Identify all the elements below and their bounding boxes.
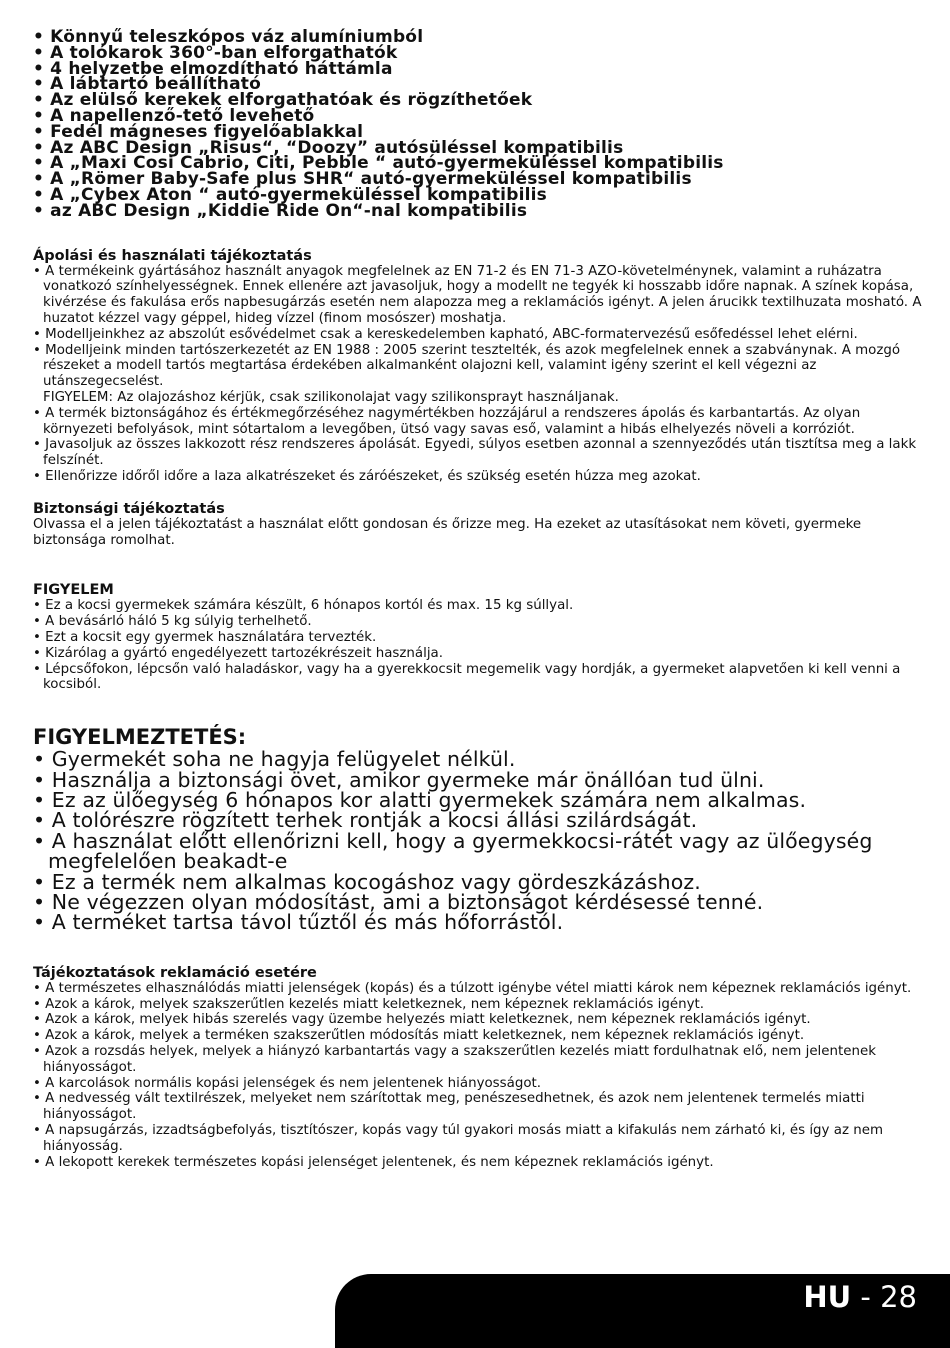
care-item: • Javasoljuk az összes lakkozott rész rendszeres ápolását. Egyedi, súlyos esetben azonnal a szennyeződés után tisztítsa meg a lakk felszínét. (33, 437, 917, 469)
care-item: • A termék biztonságához és értékmegőrzéséhez nagymértékben hozzájárul a rendszeres ápolás és karbantartás. Az olyan környezeti befolyások, mint sótartalom a levegőben, ütsó vagy savas eső, valamint a hibás elhelyezés növeli a korróziót. (33, 405, 861, 437)
claims-item: • A lekopott kerekek természetes kopási jelenséget jelentenek, és nem képeznek reklamációs igényt. (33, 1154, 714, 1170)
care-item-text: • Modelljeink minden tartószerkezetét az EN 1988 : 2005 szerint tesztelték, és azok megfelelnek ennek a szabványnak. A mozgó részeket a modell tartós megtartása érdekében alkalmanként olajozni kell, valamint igény szerint el kell végezni az utánszegecselést. (33, 342, 901, 390)
attention-item: • Ezt a kocsit egy gyermek használatára tervezték. (33, 629, 377, 645)
care-item: • Modelljeinkhez az abszolút esővédelmet csak a kereskedelemben kapható, ABC-formatervezésű esőfedéssel lehet elérni. (33, 326, 858, 342)
warning-item: • A használat előtt ellenőrizni kell, hogy a gyermekkocsi-rátét vagy az ülőegység megfelelően beakadt-e (33, 828, 873, 874)
attention-item: • Ez a kocsi gyermekek számára készült, 6 hónapos kortól és max. 15 kg súllyal. (33, 598, 574, 614)
claims-item: • A karcolások normális kopási jelenségek és nem jelentenek hiányosságot. (33, 1075, 542, 1091)
claims-item: • A nedvesség vált textilrészek, melyeket nem szárítottak meg, penészesedhetnek, és azok nem jelentenek termelés miatti hiányosságot. (33, 1091, 865, 1123)
feature-item: • Fedél mágneses figyelőablakkal (33, 121, 364, 142)
attention-item: • Kizárólag a gyártó engedélyezett tartozékrészeit használja. (33, 645, 444, 661)
claims-item: • Azok a károk, melyek hibás szerelés vagy üzembe helyezés miatt keletkeznek, nem képeznek reklamációs igényt. (33, 1012, 811, 1028)
warning-item: • Használja a biztonsági övet, amikor gyermeke már önállóan tud ülni. (33, 767, 765, 792)
claims-item: • A napsugárzás, izzadtságbefolyás, tisztítószer, kopás vagy túl gyakori mosás miatt a kifakulás nem zárható ki, és így az nem hiányosság. (33, 1122, 883, 1154)
claims-list (33, 981, 923, 1171)
page-number (803, 1280, 917, 1314)
feature-item: • A „Maxi Cosi Cabrio, Citi, Pebble “ autó-gyermeküléssel kompatibilis (33, 153, 724, 174)
warning-list (33, 749, 923, 933)
manual-page (33, 27, 923, 1170)
feature-item: • Könnyű teleszkópos váz alumíniumból (33, 27, 424, 47)
attention-section (33, 582, 923, 693)
warning-item: • A tolórészre rögzített terhek rontják a kocsi állási szilárdságát. (33, 808, 698, 833)
attention-item: • A bevásárló háló 5 kg súlyig terhelhető. (33, 614, 312, 630)
warning-item: • Ez a termék nem alkalmas kocogáshoz vagy gördeszkázáshoz. (33, 869, 701, 894)
safety-title: Biztonsági tájékoztatás (33, 500, 225, 517)
page-separator: - (851, 1280, 881, 1314)
feature-item: • A tolókarok 360°-ban elforgathatók (33, 42, 398, 63)
claims-title: Tájékoztatások reklamáció esetére (33, 964, 317, 981)
care-note: FIGYELEM: Az olajozáshoz kérjük, csak szilikonolajat vagy szilikonsprayt használjanak. (43, 389, 619, 405)
warning-item: • Gyermekét soha ne hagyja felügyelet nélkül. (33, 747, 516, 772)
warning-title: FIGYELMEZTETÉS: (33, 725, 247, 750)
feature-item: • Az elülső kerekek elforgathatóak és rögzíthetőek (33, 90, 533, 111)
care-title: Ápolási és használati tájékoztatás (33, 247, 312, 264)
page-number-value: 28 (880, 1280, 917, 1314)
safety-text: Olvassa el a jelen tájékoztatást a használat előtt gondosan és őrizze meg. Ha ezeket az utasításokat nem követi, gyermeke biztonsága romolhat. (33, 516, 862, 548)
safety-section (33, 501, 923, 549)
language-code: HU (803, 1280, 852, 1314)
claims-item: • A természetes elhasználódás miatti jelenségek (kopás) és a túlzott igénybe vétel miatti károk nem képeznek reklamációs igényt. (33, 980, 912, 996)
warning-item: • A terméket tartsa távol tűztől és más hőforrástól. (33, 910, 564, 935)
feature-item: • A napellenző-tető levehető (33, 105, 315, 126)
feature-item: • 4 helyzetbe elmozdítható háttámla (33, 58, 393, 79)
care-section (33, 248, 923, 485)
warning-section (33, 725, 923, 933)
attention-title: FIGYELEM (33, 582, 114, 599)
feature-item: • A „Römer Baby-Safe plus SHR“ autó-gyermeküléssel kompatibilis (33, 169, 692, 190)
care-item (33, 343, 923, 406)
warning-item: • Ez az ülőegység 6 hónapos kor alatti gyermekek számára nem alkalmas. (33, 787, 807, 812)
warning-item: • Ne végezzen olyan módosítást, ami a biztonságot kérdésessé tenné. (33, 889, 764, 914)
feature-list (33, 27, 923, 221)
attention-list (33, 598, 923, 693)
care-item: • A termékeink gyártásához használt anyagok megfelelnek az EN 71-2 és EN 71-3 AZO-követelménynek, valamint a ruházatra vonatkozó színhelyességnek. Ennek ellenére azt javasoljuk, hogy a modellt ne tegyék ki hosszabb időre napnak. A színek kopása, kivérzése és fakulása erős napbesugárzás esetén nem alapozza meg a reklamációs igényt. A jelen árucikk textilhuzata mosható. A huzatot kézzel vagy géppel, hideg vízzel (finom mosószer) moshatja. (33, 263, 922, 326)
claims-item: • Azok a károk, melyek szakszerűtlen kezelés miatt keletkeznek, nem képeznek reklamációs igényt. (33, 996, 705, 1012)
attention-item: • Lépcsőfokon, lépcsőn való haladáskor, vagy ha a gyerekkocsit megemelik vagy hordják, a gyermeket alapvetően ki kell venni a kocsiból. (33, 661, 901, 693)
feature-item: • A lábtartó beállítható (33, 74, 261, 95)
claims-section (33, 965, 923, 1171)
claims-item: • Azok a rozsdás helyek, melyek a hiányzó karbantartás vagy a szakszerűtlen kezelés miatt fordulhatnak elő, nem jelentenek hiányosságot. (33, 1043, 876, 1075)
feature-item: • az ABC Design „Kiddie Ride On“-nal kompatibilis (33, 200, 528, 221)
feature-item: • Az ABC Design „Risus“, “Doozy” autósüléssel kompatibilis (33, 137, 624, 158)
claims-item: • Azok a károk, melyek a terméken szakszerűtlen módosítás miatt keletkeznek, nem képeznek reklamációs igényt. (33, 1028, 805, 1044)
feature-item: • A „Cybex Aton “ autó-gyermeküléssel kompatibilis (33, 184, 547, 205)
care-list (33, 264, 923, 485)
care-item: • Ellenőrizze időről időre a laza alkatrészeket és záróészeket, és szükség esetén húzza meg azokat. (33, 468, 701, 484)
